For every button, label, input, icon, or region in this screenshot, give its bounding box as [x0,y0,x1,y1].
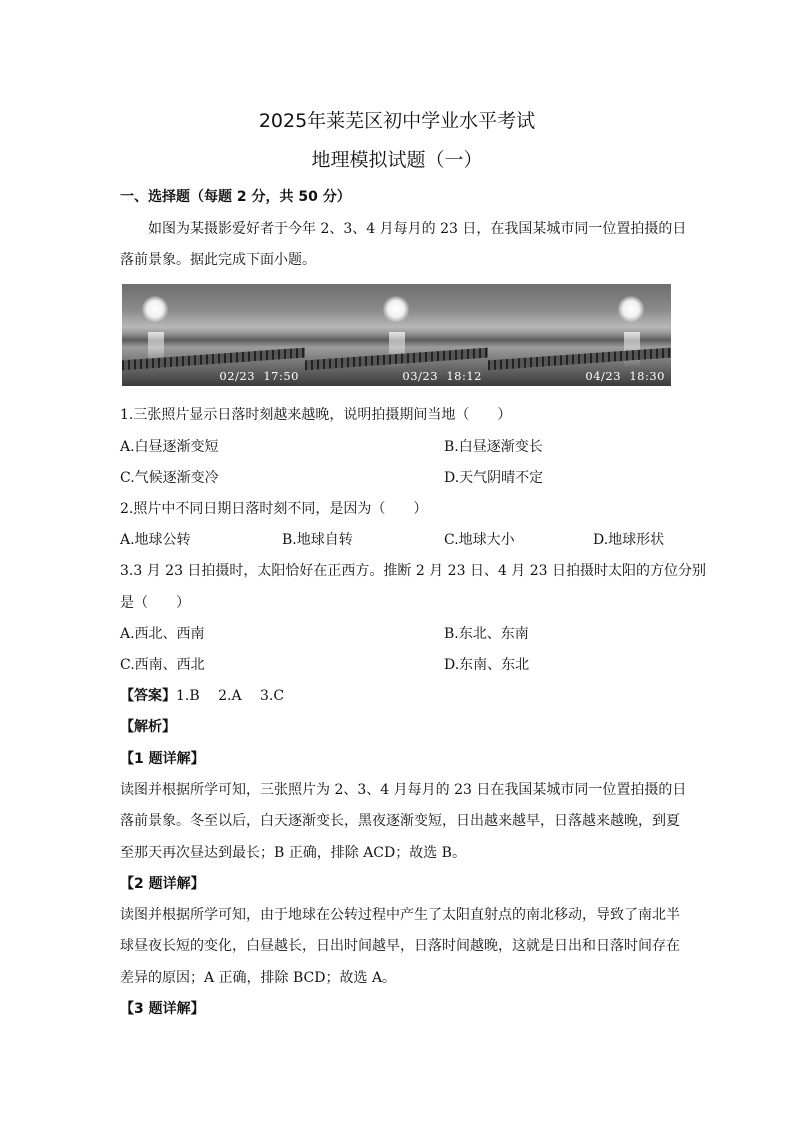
detail-3-label: 【3 题详解】 [120,1001,205,1017]
detail-1-line: 至那天再次昼达到最长；B 正确，排除 ACD；故选 B。 [120,845,466,861]
detail-2-label: 【2 题详解】 [120,876,205,892]
detail-1-line: 落前景象。冬至以后，白天逐渐变长，黑夜逐渐变短，日出越来越早，日落越来越晚，到夏 [120,813,680,829]
q1-option-b: B.白昼逐渐变长 [444,439,543,455]
intro-line-1: 如图为某摄影爱好者于今年 2、3、4 月每月的 23 日，在我国某城市同一位置拍摄的日 [148,221,687,237]
q3-option-d: D.东南、东北 [444,657,530,673]
photo-time: 18:30 [629,369,665,383]
q2-stem: 2.照片中不同日期日落时刻不同，是因为（ ） [120,501,428,517]
q3-option-a: A.西北、西南 [120,626,205,642]
detail-1-line: 读图并根据所学可知，三张照片为 2、3、4 月每月的 23 日在我国某城市同一位置拍摄的日 [120,782,687,798]
photo-date: 03/23 [402,369,439,383]
answer-row [120,685,284,705]
q3-option-b: B.东北、东南 [444,626,529,642]
q1-option-d: D.天气阴晴不定 [444,470,544,486]
answer-label: 【答案】 [120,688,176,704]
section-heading: 一、选择题（每题 2 分，共 50 分） [120,189,351,205]
sunset-photo-strip [122,284,672,386]
q2-option-a: A.地球公转 [120,532,191,548]
photo-time: 18:12 [446,369,482,383]
q1-option-c: C.气候逐渐变冷 [120,470,219,486]
exam-title: 2025年莱芜区初中学业水平考试 [258,110,536,132]
photo-timestamp [402,369,482,383]
detail-2-line: 球昼夜长短的变化，白昼越长，日出时间越早，日落时间越晚，这就是日出和日落时间存在 [120,938,680,954]
photo-time: 17:50 [263,369,299,383]
sunset-photo-mar [305,284,488,386]
exam-subtitle: 地理模拟试题（一） [311,149,483,171]
sunset-photo-apr [488,284,671,386]
q3-option-c: C.西南、西北 [120,657,205,673]
q2-option-d: D.地球形状 [593,532,665,548]
answer-values: 1.B 2.A 3.C [176,688,285,704]
sun-icon [142,296,168,322]
q2-option-b: B.地球自转 [282,532,353,548]
q3-stem-line-1: 3.3 月 23 日拍摄时，太阳恰好在正西方。推断 2 月 23 日、4 月 23 日拍摄时太阳的方位分别 [120,563,707,579]
q1-option-a: A.白昼逐渐变短 [120,439,219,455]
photo-timestamp [219,369,299,383]
analysis-label: 【解析】 [120,719,176,735]
sun-icon [618,296,644,322]
q2-option-c: C.地球大小 [444,532,515,548]
photo-date: 04/23 [585,369,622,383]
q3-stem-line-2: 是（ ） [120,595,190,611]
bridge-silhouette [488,348,671,371]
detail-1-label: 【1 题详解】 [120,751,205,767]
sun-icon [383,296,409,322]
sunset-photo-feb [122,284,305,386]
photo-timestamp [585,369,665,383]
photo-date: 02/23 [219,369,256,383]
q1-stem: 1.三张照片显示日落时刻越来越晚，说明拍摄期间当地（ ） [120,407,512,423]
detail-2-line: 读图并根据所学可知，由于地球在公转过程中产生了太阳直射点的南北移动，导致了南北半 [120,907,680,923]
detail-2-line: 差异的原因；A 正确，排除 BCD；故选 A。 [120,970,397,986]
intro-line-2: 落前景象。据此完成下面小题。 [120,252,316,268]
